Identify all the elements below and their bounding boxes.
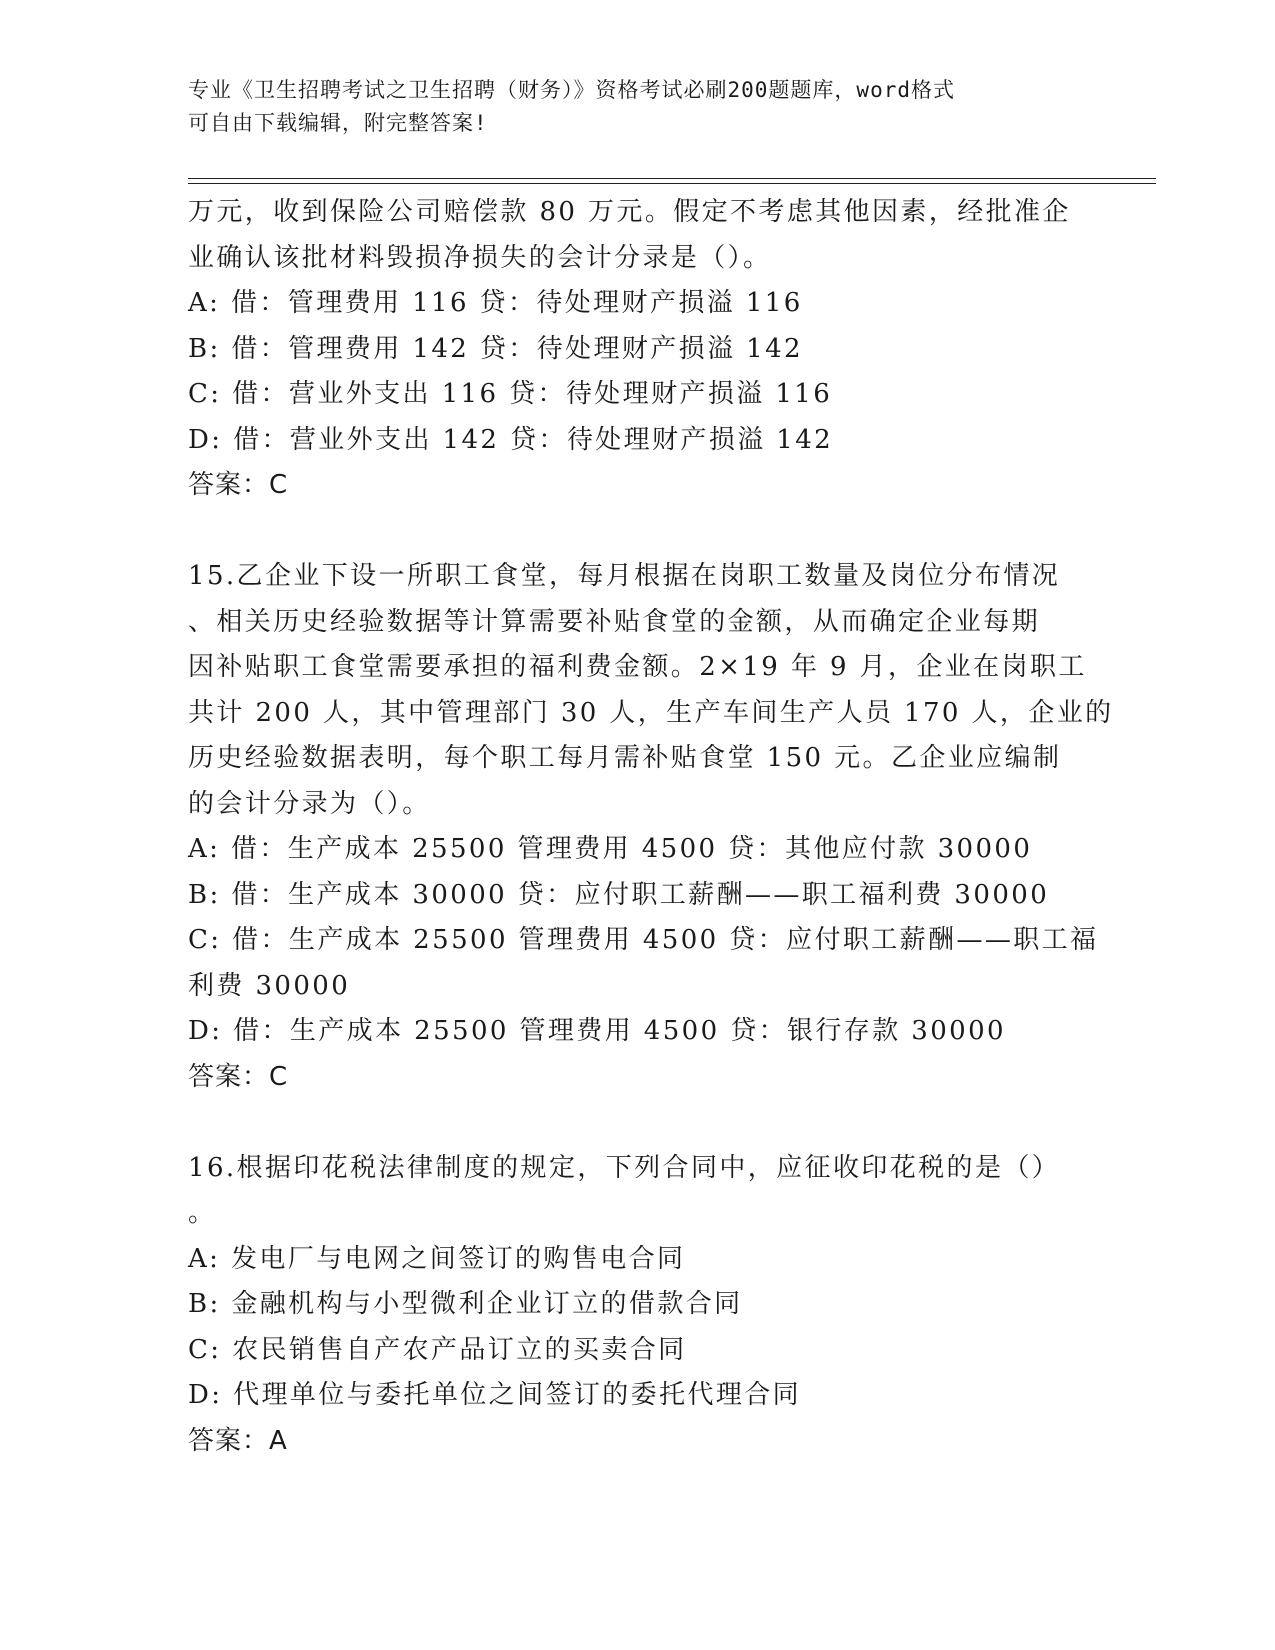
question-15-option-a: A: 借：生产成本 25500 管理费用 4500 贷：其他应付款 30000: [188, 834, 1033, 864]
question-16-option-a: A: 发电厂与电网之间签订的购售电合同: [188, 1243, 686, 1274]
question-16-stem-line-1: 16.根据印花税法律制度的规定，下列合同中，应征收印花税的是（）: [188, 1152, 1061, 1183]
spacer: [188, 1100, 1088, 1146]
question-14-stem-line-2: 业确认该批材料毁损净损失的会计分录是（）。: [188, 242, 772, 273]
question-15: [188, 554, 1114, 1100]
spacer: [188, 509, 1088, 555]
question-15-option-b: B: 借：生产成本 30000 贷：应付职工薪酬——职工福利费 30000: [188, 879, 1050, 910]
question-15-stem-line-1: 15.乙企业下设一所职工食堂，每月根据在岗职工数量及岗位分布情况: [188, 561, 1061, 591]
question-15-stem-line-4: 共计 200 人，其中管理部门 30 人，生产车间生产人员 170 人，企业的: [188, 697, 1114, 728]
header-title-line-1: 专业《卫生招聘考试之卫生招聘（财务）》资格考试必刷200题题库，word格式: [188, 78, 955, 102]
document-header: [188, 74, 1068, 140]
question-15-stem-line-6: 的会计分录为（）。: [188, 788, 431, 819]
question-15-answer: 答案：C: [188, 1061, 289, 1092]
question-14: [188, 190, 1088, 509]
question-16: [188, 1146, 1088, 1465]
question-15-stem-line-5: 历史经验数据表明，每个职工每月需补贴食堂 150 元。乙企业应编制: [188, 743, 1062, 773]
document-body: [188, 190, 1114, 1464]
question-14-option-c: C: 借：营业外支出 116 贷：待处理财产损溢 116: [188, 379, 833, 409]
header-divider: [188, 178, 1156, 184]
question-15-stem-line-2: 、相关历史经验数据等计算需要补贴食堂的金额，从而确定企业每期: [188, 606, 1041, 637]
question-15-option-d: D: 借：生产成本 25500 管理费用 4500 贷：银行存款 30000: [188, 1016, 1006, 1046]
question-16-option-d: D: 代理单位与委托单位之间签订的委托代理合同: [188, 1380, 802, 1410]
question-14-stem-line-1: 万元，收到保险公司赔偿款 80 万元。假定不考虑其他因素，经批准企: [188, 197, 1071, 227]
question-15-option-c: C: 借：生产成本 25500 管理费用 4500 贷：应付职工薪酬——职工福: [188, 925, 1099, 955]
question-16-stem-line-2: 。: [188, 1198, 217, 1228]
question-14-option-a: A: 借：管理费用 116 贷：待处理财产损溢 116: [188, 288, 803, 318]
header-title-line-2: 可自由下载编辑，附完整答案!: [188, 111, 488, 135]
question-15-option-c-continued: 利费 30000: [188, 970, 351, 1001]
question-14-answer: 答案：C: [188, 470, 289, 500]
question-14-option-d: D: 借：营业外支出 142 贷：待处理财产损溢 142: [188, 424, 834, 455]
question-14-option-b: B: 借：管理费用 142 贷：待处理财产损溢 142: [188, 333, 803, 364]
question-16-option-b: B: 金融机构与小型微利企业订立的借款合同: [188, 1289, 743, 1319]
question-16-option-c: C: 农民销售自产农产品订立的买卖合同: [188, 1334, 687, 1365]
question-15-stem-line-3: 因补贴职工食堂需要承担的福利费金额。2×19 年 9 月，企业在岗职工: [188, 652, 1087, 682]
question-16-answer: 答案：A: [188, 1425, 288, 1456]
